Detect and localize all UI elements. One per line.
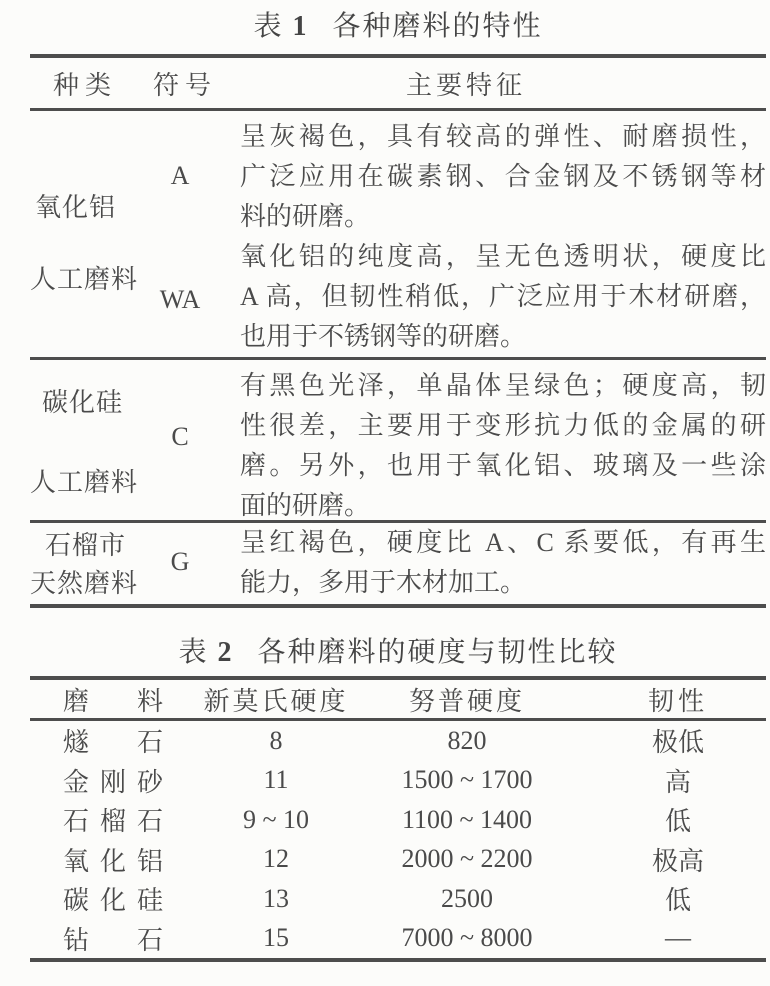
- symbol-cell: C: [171, 422, 189, 451]
- table2-bottom-rule: [30, 958, 766, 962]
- column-header-knoop-hardness: 努普硬度: [408, 686, 525, 716]
- symbol-cell: G: [170, 547, 190, 576]
- feature-line: 呈红褐色，硬度比 A、C 系要低，有再生: [240, 528, 766, 557]
- table1-section-silicon-carbide: [30, 360, 766, 520]
- cell-knoop: 1500 ~ 1700: [401, 765, 533, 795]
- table-row: [30, 800, 766, 840]
- feature-line: 面的研磨。: [240, 491, 371, 520]
- category-label: 人工磨料: [30, 468, 139, 497]
- cell-mohs: 8: [269, 725, 283, 755]
- features-cell: [240, 117, 766, 237]
- features-cell: [240, 523, 766, 603]
- table2-title-label: 表: [178, 637, 209, 668]
- table2-title-number: 2: [217, 637, 232, 668]
- cell-toughness: 高: [664, 767, 691, 797]
- feature-line: 也用于不锈钢等的研磨。: [240, 322, 527, 351]
- table2-header-row: [30, 680, 766, 718]
- content-area: [30, 0, 766, 962]
- cell-knoop: 2000 ~ 2200: [401, 844, 533, 874]
- column-header-symbol: 符号: [152, 70, 217, 100]
- table1-title-text: 各种磨料的特性: [332, 11, 543, 42]
- cell-mohs: 15: [263, 923, 289, 953]
- table-row: [30, 761, 766, 801]
- feature-line: A 高，但韧性稍低，广泛应用于木材研磨，: [240, 282, 766, 311]
- feature-line: 能力，多用于木材加工。: [240, 568, 527, 597]
- feature-line: 磨。另外，也用于氧化铝、玻璃及一些涂: [240, 451, 766, 480]
- cell-toughness: —: [665, 923, 691, 953]
- cell-mohs: 11: [263, 765, 289, 795]
- feature-line: 有黑色光泽，单晶体呈绿色；硬度高，韧: [240, 371, 766, 400]
- column-header-toughness: 韧性: [647, 686, 708, 716]
- cell-mohs: 12: [263, 844, 289, 874]
- table1-title: [30, 0, 766, 54]
- cell-material: 燧 石: [63, 728, 163, 758]
- table1-section-garnet: [30, 523, 766, 604]
- column-header-features: 主要特征: [405, 70, 526, 100]
- column-header-mohs-hardness: 新莫氏硬度: [203, 686, 349, 716]
- cell-knoop: 820: [447, 725, 487, 755]
- table-row: [30, 840, 766, 880]
- table1-section-aluminum-oxide: [30, 111, 766, 357]
- cell-material: 碳化硅: [63, 886, 163, 916]
- column-header-type: 种类: [52, 70, 117, 100]
- category-label: 氧化铝: [35, 193, 117, 222]
- cell-mohs: 9 ~ 10: [242, 804, 310, 834]
- features-cell: [240, 237, 766, 357]
- table1: [30, 54, 766, 608]
- feature-line: 氧化铝的纯度高，呈无色透明状，硬度比: [240, 242, 766, 271]
- feature-line: 呈灰褐色，具有较高的弹性、耐磨损性，: [240, 122, 766, 151]
- cell-mohs: 13: [263, 883, 289, 913]
- symbol-cell: A: [170, 161, 190, 190]
- cell-toughness: 极低: [651, 728, 704, 758]
- cell-material: 钻 石: [63, 925, 163, 955]
- feature-line: 广泛应用在碳素钢、合金钢及不锈钢等材: [240, 162, 766, 191]
- column-header-abrasive: 磨 料: [63, 686, 163, 716]
- table1-header-row: [30, 58, 766, 108]
- cell-toughness: 低: [664, 807, 691, 837]
- feature-line: 性很差，主要用于变形抗力低的金属的研: [240, 411, 766, 440]
- category-label: 人工磨料: [30, 265, 139, 294]
- category-label: 碳化硅: [42, 388, 124, 417]
- category-label: 天然磨料: [30, 569, 139, 598]
- category-label: 石榴市: [45, 531, 127, 560]
- cell-toughness: 低: [664, 886, 691, 916]
- table2-title: [30, 608, 766, 676]
- cell-material: 石榴石: [63, 807, 163, 837]
- symbol-cell: WA: [159, 285, 201, 314]
- features-cell: [240, 366, 766, 526]
- cell-material: 金刚砂: [63, 767, 163, 797]
- cell-toughness: 极高: [651, 846, 704, 876]
- table2: [30, 676, 766, 962]
- table1-title-number: 1: [292, 11, 307, 42]
- cell-material: 氧化铝: [63, 846, 163, 876]
- feature-line: 料的研磨。: [240, 202, 371, 231]
- table2-title-text: 各种磨料的硬度与韧性比较: [257, 637, 618, 668]
- cell-knoop: 2500: [441, 883, 493, 913]
- table1-title-label: 表: [253, 11, 284, 42]
- table-row: [30, 919, 766, 959]
- table-row: [30, 721, 766, 761]
- table-row: [30, 879, 766, 919]
- cell-knoop: 1100 ~ 1400: [401, 804, 533, 834]
- cell-knoop: 7000 ~ 8000: [401, 923, 533, 953]
